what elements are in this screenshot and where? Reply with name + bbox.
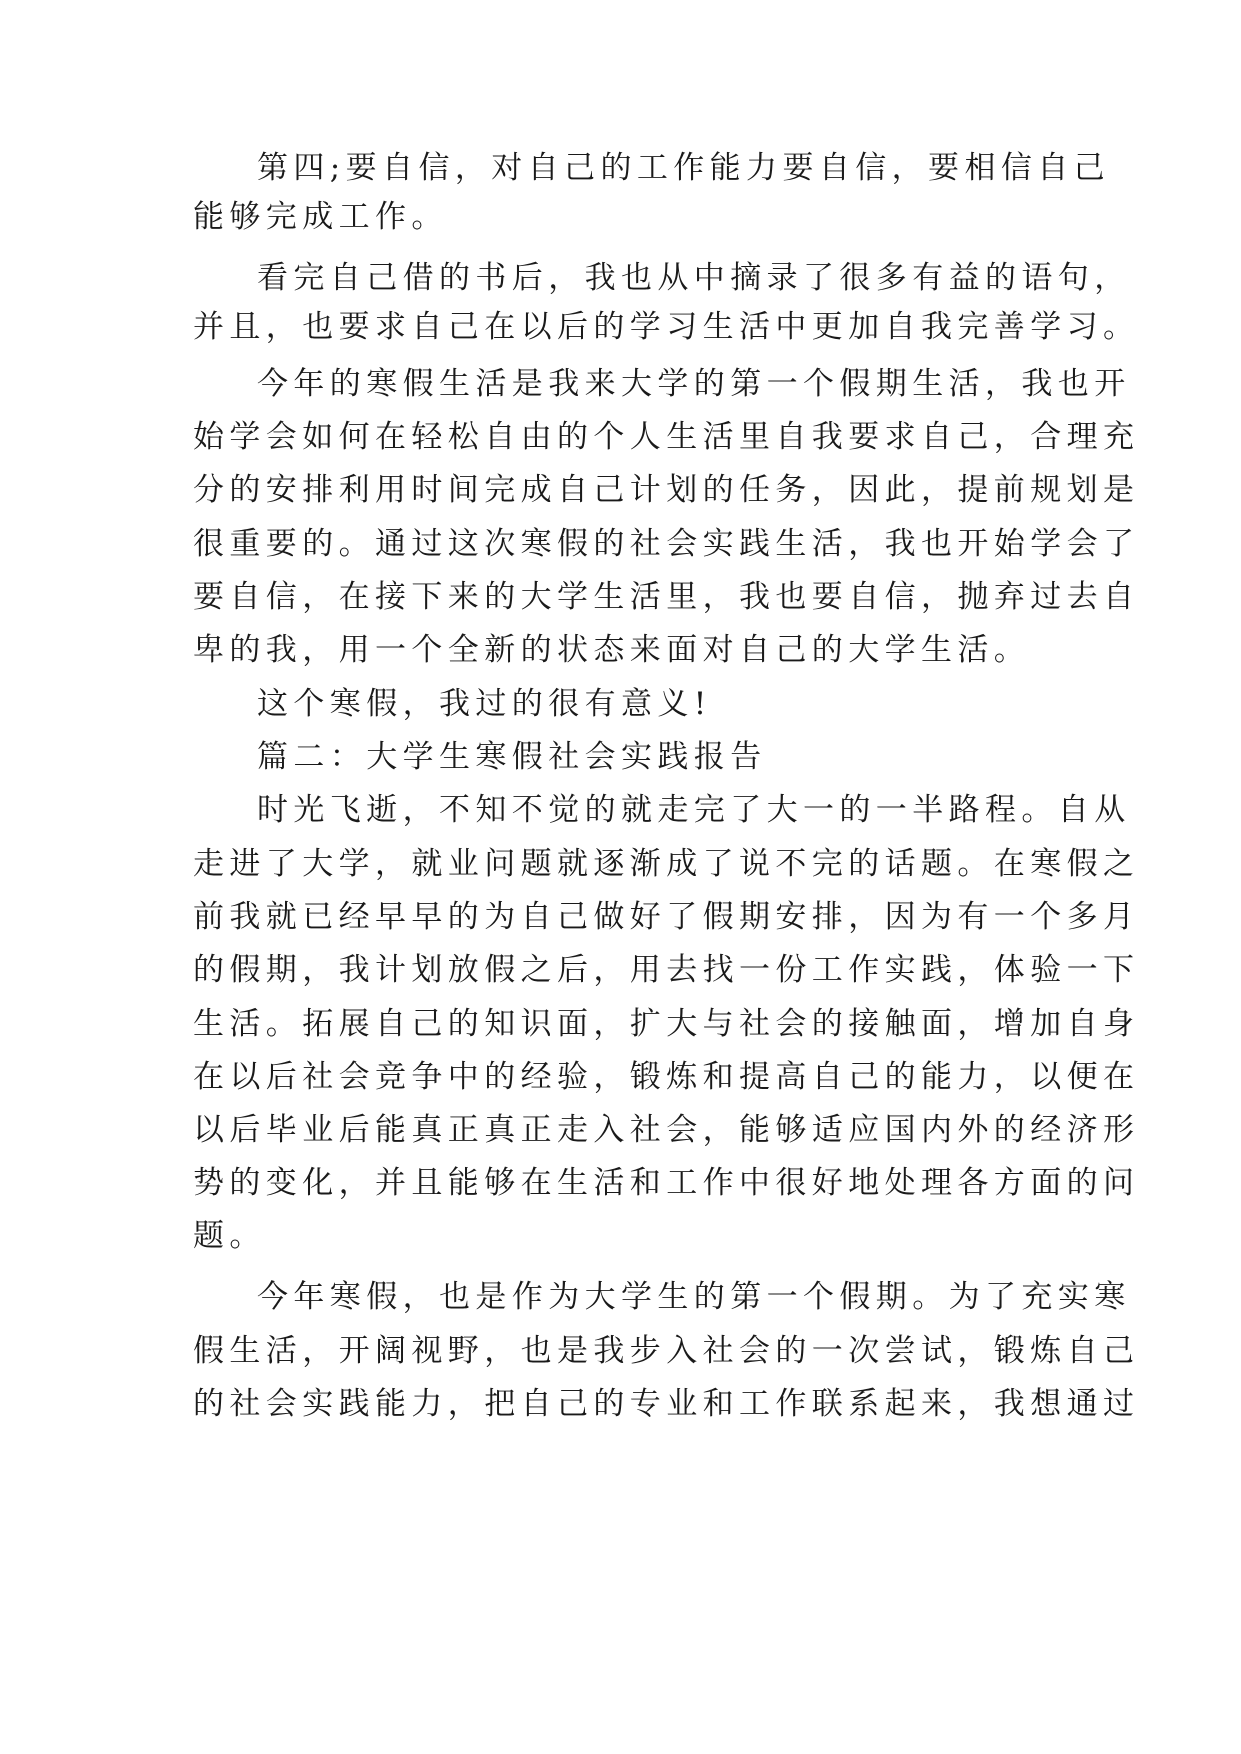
text-line: 能够完成工作。 <box>193 199 448 235</box>
text-line: 假生活，开阔视野，也是我步入社会的一次尝试，锻炼自己 <box>193 1333 1140 1369</box>
section-heading: 篇二：大学生寒假社会实践报告 <box>257 739 767 775</box>
text-line: 的社会实践能力，把自己的专业和工作联系起来，我想通过 <box>193 1386 1140 1422</box>
text-line: 以后毕业后能真正真正走入社会，能够适应国内外的经济形 <box>193 1112 1140 1148</box>
text-line: 前我就已经早早的为自己做好了假期安排，因为有一个多月 <box>193 899 1140 935</box>
text-line: 看完自己借的书后，我也从中摘录了很多有益的语句， <box>257 260 1131 296</box>
text-line: 很重要的。通过这次寒假的社会实践生活，我也开始学会了 <box>193 526 1140 562</box>
text-line: 今年的寒假生活是我来大学的第一个假期生活，我也开 <box>257 366 1131 402</box>
text-line: 的假期，我计划放假之后，用去找一份工作实践，体验一下 <box>193 952 1140 988</box>
text-line: 今年寒假，也是作为大学生的第一个假期。为了充实寒 <box>257 1279 1131 1315</box>
text-line: 要自信，在接下来的大学生活里，我也要自信，抛弃过去自 <box>193 579 1140 615</box>
text-line: 这个寒假，我过的很有意义! <box>257 686 712 722</box>
text-line: 第四;要自信，对自己的工作能力要自信，要相信自己 <box>257 150 1111 186</box>
text-line: 卑的我，用一个全新的状态来面对自己的大学生活。 <box>193 632 1031 668</box>
text-line: 题。 <box>193 1218 266 1254</box>
text-line: 始学会如何在轻松自由的个人生活里自我要求自己，合理充 <box>193 419 1140 455</box>
text-line: 在以后社会竞争中的经验，锻炼和提高自己的能力，以便在 <box>193 1059 1140 1095</box>
text-line: 分的安排利用时间完成自己计划的任务，因此，提前规划是 <box>193 472 1140 508</box>
text-line: 并且，也要求自己在以后的学习生活中更加自我完善学习。 <box>193 309 1140 345</box>
text-line: 时光飞逝，不知不觉的就走完了大一的一半路程。自从 <box>257 792 1131 828</box>
text-line: 势的变化，并且能够在生活和工作中很好地处理各方面的问 <box>193 1165 1140 1201</box>
text-line: 走进了大学，就业问题就逐渐成了说不完的话题。在寒假之 <box>193 846 1140 882</box>
text-line: 生活。拓展自己的知识面，扩大与社会的接触面，增加自身 <box>193 1006 1140 1042</box>
